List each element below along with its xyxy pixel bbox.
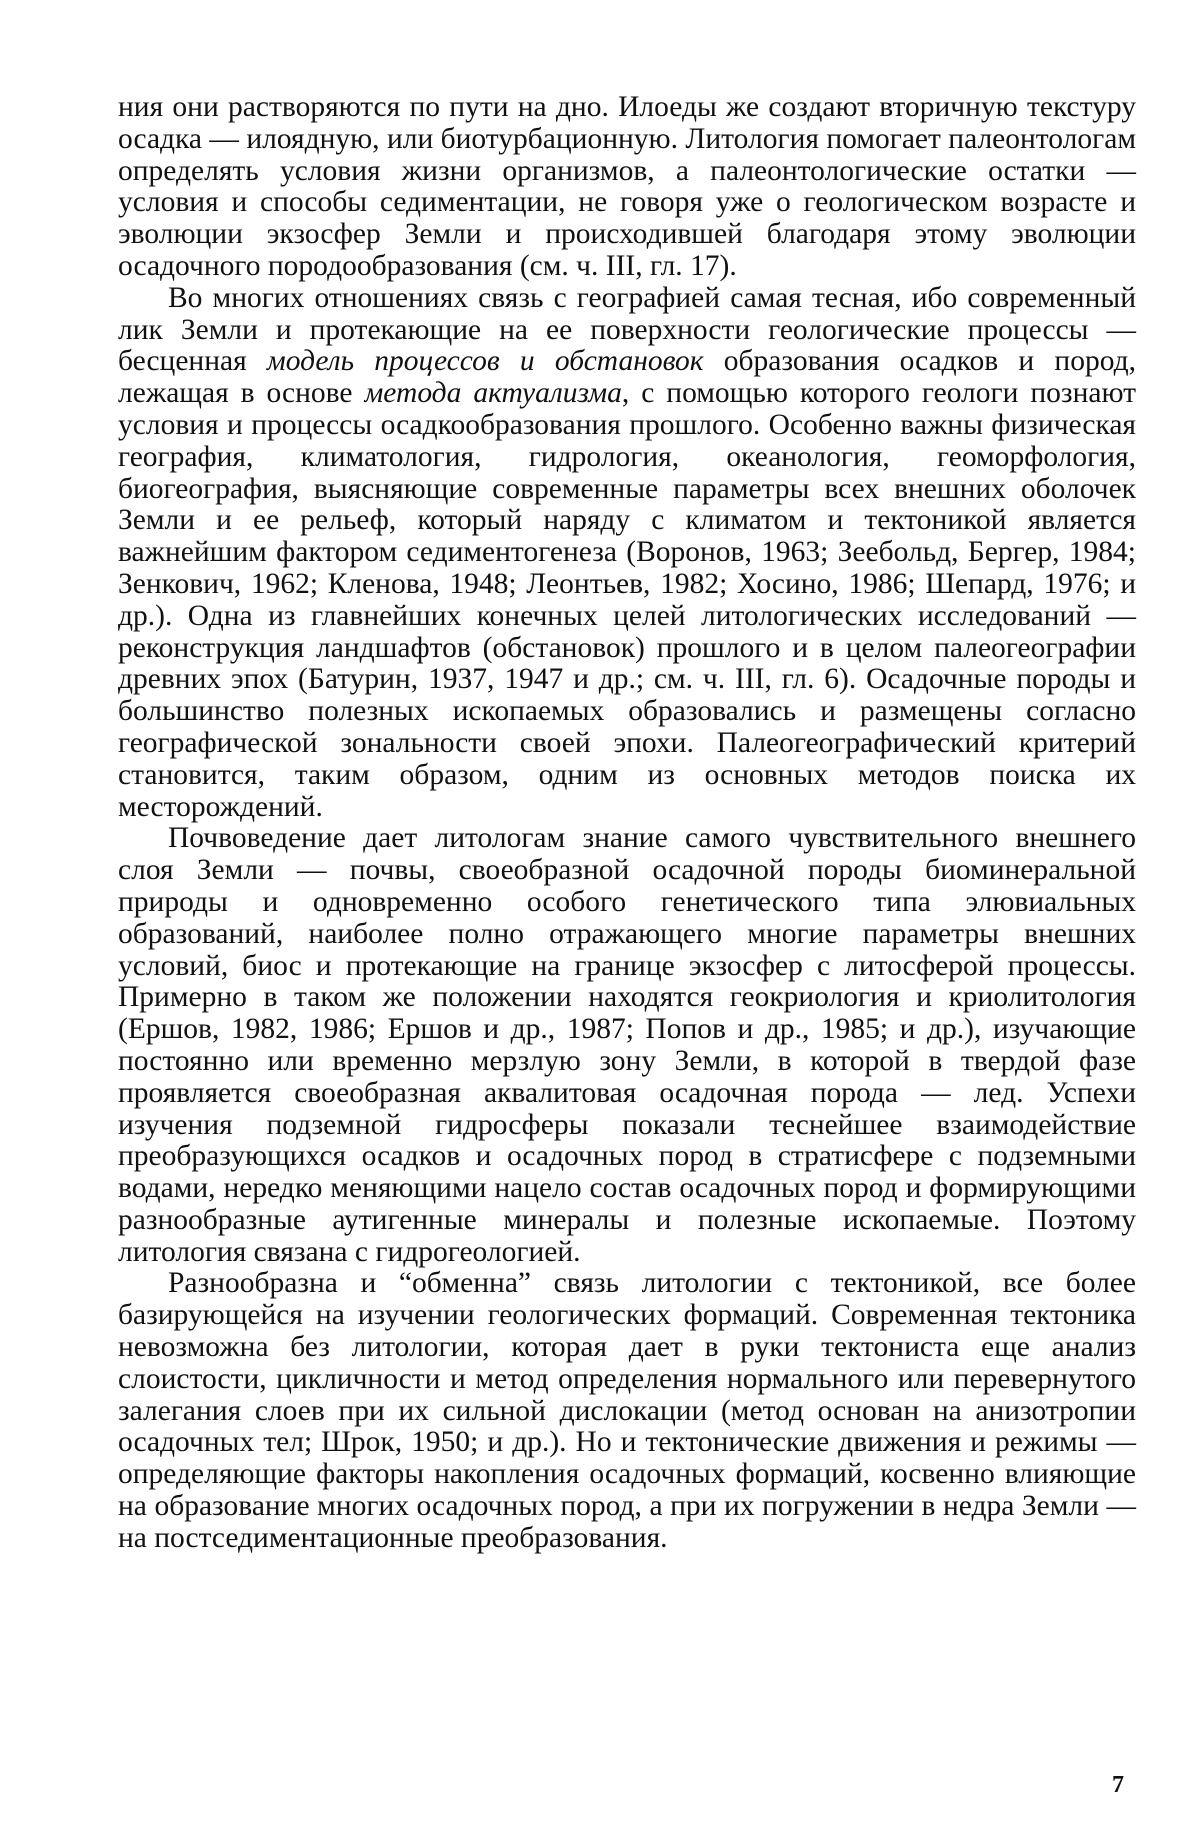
text-run: , с помощью которого геологи познают условия и процессы осадкообразования прошлого. Особенно важны физическая география, климатология, гидрология, океанология, геоморфология, биогеография, выясняющие современные параметры всех внешних оболочек Земли и ее рельеф, который наряду с климатом и тектоникой является важнейшим фактором седиментогенеза (Воронов, 1963; Зеебольд, Бергер, 1984; Зенкович, 1962; Кленова, 1948; Леонтьев, 1982; Хосино, 1986; Шепард, 1976; и др.). Одна из главнейших конечных целей литологических исследований — реконструкция ландшафтов (обстановок) прошлого и в целом палеогеографии древних эпох (Батурин, 1937, 1947 и др.; см. ч. III, гл. 6). Осадочные породы и большинство полезных ископаемых образовались и размещены согласно географической зональности своей эпохи. Палеогеографический критерий становится, таким образом, одним из основных методов поиска их месторождений.	[118, 377, 1137, 823]
paragraph-4	[118, 1268, 1136, 1554]
paragraph-2	[118, 283, 1136, 824]
text-run: Почвоведение дает литологам знание самого чувствительного внешнего слоя Земли — почвы, своеобразной осадочной породы биоминеральной природы и одновременно особого генетического типа элювиальных образований, наиболее полно отражающего многие параметры внешних условий, биос и протекающие на границе экзосфер с литосферой процессы. Примерно в таком же положении находятся геокриология и криолитология (Ершов, 1982, 1986; Ершов и др., 1987; Попов и др., 1985; и др.), изучающие постоянно или временно мерзлую зону Земли, в которой в твердой фазе проявляется своеобразная аквалитовая осадочная порода — лед. Успехи изучения подземной гидросферы показали теснейшее взаимодействие преобразующихся осадков и осадочных пород в стратисфере с подземными водами, нередко меняющими нацело состав осадочных пород и формирующими разнообразные аутигенные минералы и полезные ископаемые. Поэтому литология связана с гидрогеологией.	[118, 822, 1136, 1268]
text-run: образования осадков и пород, лежащая в основе	[118, 345, 1136, 410]
italic-term: модель процессов и обстановок	[266, 345, 704, 378]
paragraph-1	[118, 92, 1136, 283]
text-run: ния они растворяются по пути на дно. Илоеды же создают вторичную текстуру осадка — илоядную, или биотурбационную. Литология помогает палеонтологам определять условия жизни организмов, а палеонтологические остатки — условия и способы седиментации, не говоря уже о геологическом возрасте и эволюции экзосфер Земли и происходившей благодаря этому эволюции осадочного породообразования (см. ч. III, гл. 17).	[118, 91, 1136, 282]
paragraph-3	[118, 823, 1136, 1268]
text-run: Во многих отношениях связь с географией самая тесная, ибо современный лик Земли и протекающие на ее поверхности геологические процессы — бесценная	[118, 281, 1136, 378]
text-run: Разнообразна и “обменна” связь литологии с тектоникой, все более базирующейся на изучении геологических формаций. Современная тектоника невозможна без литологии, которая дает в руки тектониста еще анализ слоистости, цикличности и метод определения нормального или перевернутого залегания слоев при их сильной дислокации (метод основан на анизотропии осадочных тел; Шрок, 1950; и др.). Но и тектонические движения и режимы — определяющие факторы накопления осадочных формаций, косвенно влияющие на образование многих осадочных пород, а при их погружении в недра Земли — на постседиментационные преобразования.	[118, 1267, 1136, 1554]
italic-term: метода актуализма	[364, 377, 622, 410]
page-number: 7	[1112, 1772, 1124, 1798]
page-body-text	[118, 92, 1136, 1555]
